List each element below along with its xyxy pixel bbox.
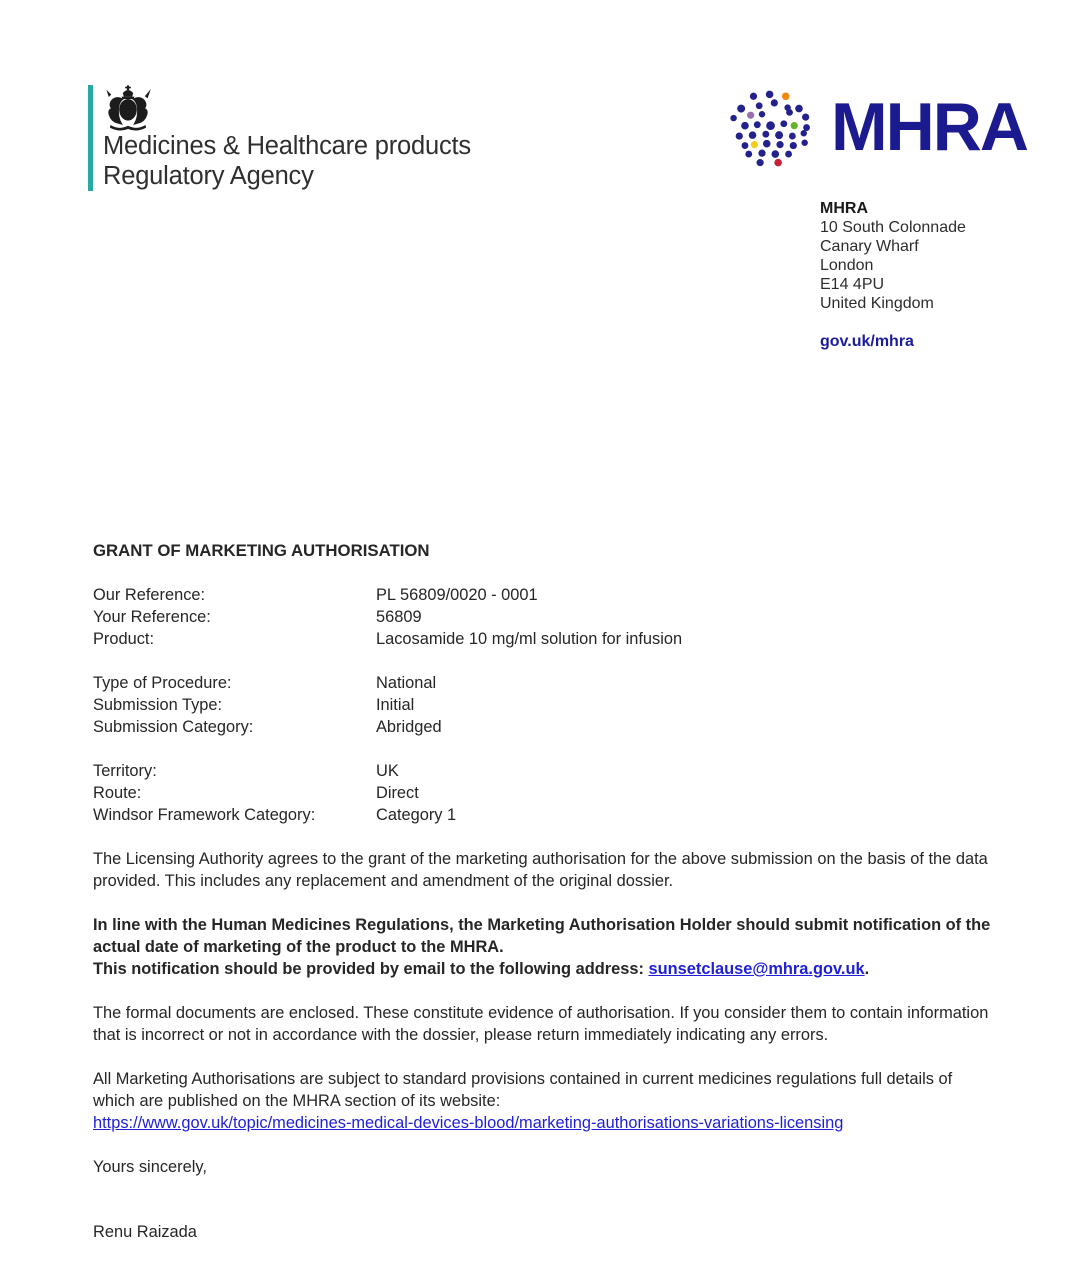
agency-name-line2: Regulatory Agency bbox=[103, 162, 314, 190]
field-value: 56809 bbox=[376, 608, 422, 626]
field-route bbox=[93, 782, 995, 804]
field-label: Product: bbox=[93, 630, 155, 648]
marketing-authorisations-link[interactable]: https://www.gov.uk/topic/medicines-medical-devices-blood/marketing-authorisations-variations-licensing bbox=[93, 1114, 844, 1132]
procedure-fields bbox=[93, 672, 995, 738]
field-our-reference bbox=[93, 584, 995, 606]
sunset-clause-email-link[interactable]: sunsetclause@mhra.gov.uk bbox=[648, 960, 865, 978]
agency-logo bbox=[88, 85, 528, 195]
mhra-wordmark: MHRA bbox=[831, 88, 1027, 165]
sender-address bbox=[820, 199, 966, 351]
address-line: London bbox=[820, 257, 874, 274]
paragraph-formal-documents: The formal documents are enclosed. These constitute evidence of authorisation. If you consider them to contain information that is incorrect or not in accordance with the dossier, please return immediately indicating any errors. bbox=[93, 1004, 989, 1044]
closing: Yours sincerely, bbox=[93, 1158, 207, 1176]
field-label: Your Reference: bbox=[93, 608, 211, 626]
field-product bbox=[93, 628, 995, 650]
letter-heading: GRANT OF MARKETING AUTHORISATION bbox=[93, 541, 430, 560]
address-line: E14 4PU bbox=[820, 276, 885, 293]
field-value: UK bbox=[376, 762, 399, 780]
field-value: Direct bbox=[376, 784, 419, 802]
field-value: Initial bbox=[376, 696, 415, 714]
notification-line1: In line with the Human Medicines Regulations, the Marketing Authorisation Holder should submit notification of the actual date of marketing of the product to the MHRA. bbox=[93, 916, 991, 956]
royal-crest-icon bbox=[104, 85, 152, 133]
field-value: National bbox=[376, 674, 437, 692]
signatory-name: Renu Raizada bbox=[93, 1223, 197, 1241]
field-value: PL 56809/0020 - 0001 bbox=[376, 586, 538, 604]
field-label: Territory: bbox=[93, 762, 157, 780]
agency-name-line1: Medicines & Healthcare products bbox=[103, 132, 471, 160]
field-value: Lacosamide 10 mg/ml solution for infusion bbox=[376, 630, 683, 648]
letter-body bbox=[93, 540, 995, 1243]
address-line: Canary Wharf bbox=[820, 238, 919, 255]
field-label: Our Reference: bbox=[93, 586, 206, 604]
field-territory bbox=[93, 760, 995, 782]
paragraph-notification bbox=[93, 914, 995, 980]
address-name: MHRA bbox=[820, 200, 868, 217]
mhra-dots-icon bbox=[726, 83, 817, 174]
mhra-logo bbox=[726, 83, 1027, 174]
field-windsor-framework-category bbox=[93, 804, 995, 826]
territory-fields bbox=[93, 760, 995, 826]
notification-line2-prefix: This notification should be provided by email to the following address: bbox=[93, 960, 649, 978]
notification-line2 bbox=[93, 958, 995, 980]
field-your-reference bbox=[93, 606, 995, 628]
address-line: United Kingdom bbox=[820, 295, 934, 312]
provisions-text: All Marketing Authorisations are subject to standard provisions contained in current medicines regulations full details of which are published on the MHRA section of its website: bbox=[93, 1070, 953, 1110]
notification-line2-suffix: . bbox=[864, 960, 870, 978]
field-label: Submission Type: bbox=[93, 696, 223, 714]
field-label: Route: bbox=[93, 784, 142, 802]
address-line: 10 South Colonnade bbox=[820, 219, 966, 236]
field-label: Submission Category: bbox=[93, 718, 254, 736]
paragraph-grant: The Licensing Authority agrees to the grant of the marketing authorisation for the above submission on the basis of the data provided. This includes any replacement and amendment of the original dossier. bbox=[93, 850, 988, 890]
field-type-of-procedure bbox=[93, 672, 995, 694]
paragraph-standard-provisions bbox=[93, 1068, 995, 1134]
field-label: Type of Procedure: bbox=[93, 674, 232, 692]
field-value: Category 1 bbox=[376, 806, 457, 824]
govuk-mhra-link[interactable]: gov.uk/mhra bbox=[820, 333, 914, 350]
field-submission-type bbox=[93, 694, 995, 716]
field-label: Windsor Framework Category: bbox=[93, 806, 316, 824]
field-submission-category bbox=[93, 716, 995, 738]
agency-name bbox=[103, 131, 471, 191]
reference-fields bbox=[93, 584, 995, 650]
teal-accent-bar bbox=[88, 85, 93, 191]
field-value: Abridged bbox=[376, 718, 442, 736]
